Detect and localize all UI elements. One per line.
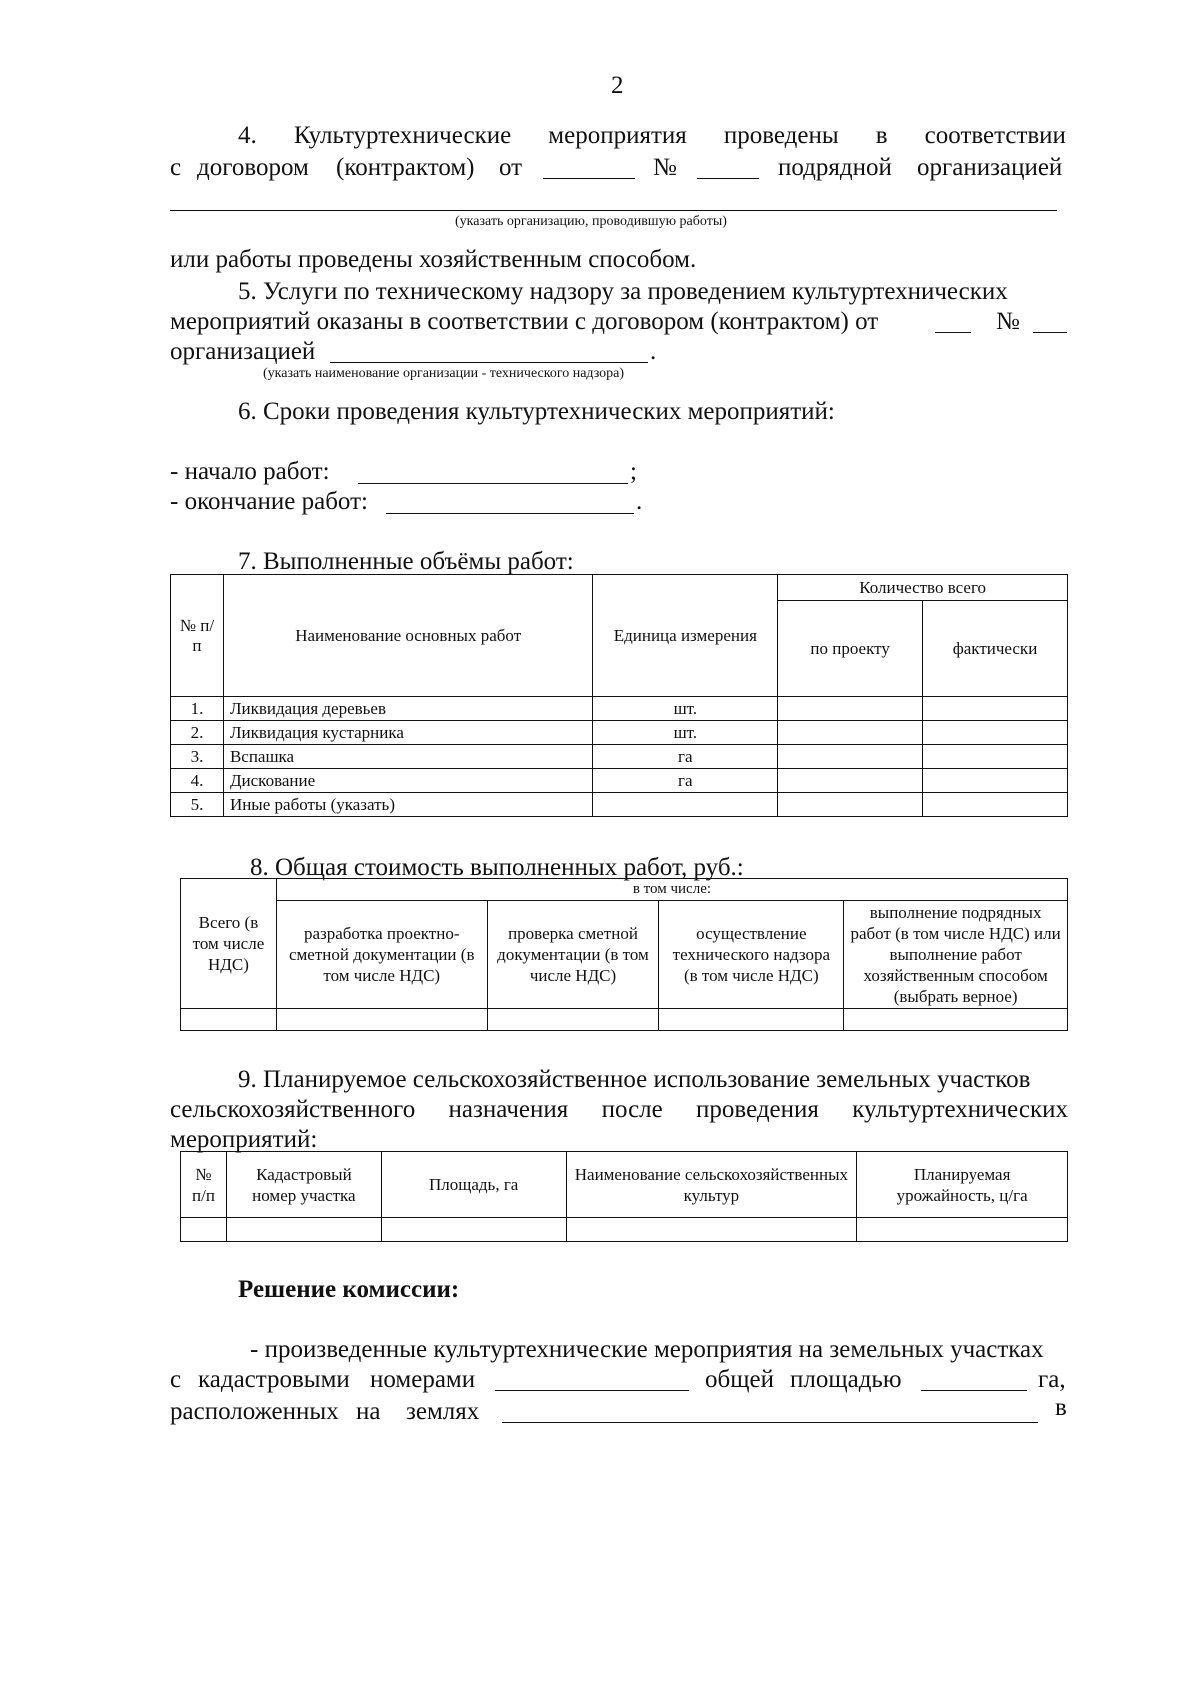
d2-area: площадью xyxy=(790,1366,902,1393)
row-unit: га xyxy=(593,745,778,769)
s5-caption: (указать наименование организации - технического надзора) xyxy=(263,366,625,381)
row-plan-cell[interactable] xyxy=(778,745,923,769)
word: мероприятия xyxy=(548,122,687,149)
header-crops: Наименование сельскохозяйственных культур xyxy=(566,1152,857,1218)
header-contract-works: выполнение подрядных работ (в том числе НДС) или выполнение работ хозяйственным способом (выбрать верное) xyxy=(844,901,1068,1009)
s5-line2: мероприятий оказаны в соответствии с договором (контрактом) от xyxy=(170,308,879,335)
s5-line1: 5. Услуги по техническому надзору за проведением культуртехнических xyxy=(238,278,1008,305)
cost-estimate-cell[interactable] xyxy=(487,1009,659,1031)
landuse-cadastral-cell[interactable] xyxy=(226,1218,381,1242)
header-plan: по проекту xyxy=(778,601,923,697)
total-area-blank xyxy=(921,1390,1027,1391)
header-total-cost: Всего (в том числе НДС) xyxy=(181,879,277,1009)
landuse-yield-cell[interactable] xyxy=(857,1218,1068,1242)
s4-caption: (указать организацию, проводившую работы) xyxy=(455,214,727,229)
s4-word-s: с xyxy=(170,154,182,181)
total-cost-table xyxy=(180,878,1068,1031)
contract-date-blank xyxy=(543,178,635,179)
word: проведены xyxy=(723,122,839,149)
s4-word-podryad: подрядной xyxy=(778,154,892,181)
supervision-date-blank xyxy=(935,332,971,333)
cost-total-cell[interactable] xyxy=(181,1009,277,1031)
d3-lands: землях xyxy=(406,1398,480,1425)
s7-title: 7. Выполненные объёмы работ: xyxy=(238,548,574,575)
header-unit: Единица измерения xyxy=(593,575,778,697)
section4-line1 xyxy=(238,120,1066,152)
row-fact-cell[interactable] xyxy=(923,769,1068,793)
start-date-blank xyxy=(358,483,628,484)
header-area: Площадь, га xyxy=(381,1152,566,1218)
s6-title: 6. Сроки проведения культуртехнических мероприятий: xyxy=(238,398,835,425)
d2-cadastral: кадастровыми xyxy=(198,1366,350,1393)
lands-category-blank xyxy=(502,1422,1038,1423)
end-label: - окончание работ: xyxy=(170,488,368,515)
row-no: 2. xyxy=(171,721,224,745)
s4-line3: или работы проведены хозяйственным способом. xyxy=(170,246,697,273)
row-unit: шт. xyxy=(593,697,778,721)
row-no: 4. xyxy=(171,769,224,793)
s9-line1: 9. Планируемое сельскохозяйственное использование земельных участков xyxy=(238,1066,1031,1093)
header-fact: фактически xyxy=(923,601,1068,697)
cost-works-cell[interactable] xyxy=(844,1009,1068,1031)
s5-line3: организацией xyxy=(170,338,316,365)
decision-line1: - произведенные культуртехнические мероприятия на земельных участках xyxy=(250,1336,1044,1363)
d3-v: в xyxy=(1055,1394,1067,1421)
row-name: Ликвидация кустарника xyxy=(223,721,592,745)
header-yield: Планируемая урожайность, ц/га xyxy=(857,1152,1068,1218)
row-fact-cell[interactable] xyxy=(923,745,1068,769)
landuse-area-cell[interactable] xyxy=(381,1218,566,1242)
row-plan-cell[interactable] xyxy=(778,793,923,817)
row-plan-cell[interactable] xyxy=(778,769,923,793)
row-name: Иные работы (указать) xyxy=(223,793,592,817)
contractor-org-blank xyxy=(170,210,1057,211)
s4-no-sign: № xyxy=(653,154,677,181)
word: культуртехнических xyxy=(852,1096,1068,1123)
word: назначения xyxy=(448,1096,569,1123)
start-end: ; xyxy=(630,458,637,485)
header-no: № п/п xyxy=(171,575,224,697)
word: соответствии xyxy=(924,122,1066,149)
page-number: 2 xyxy=(611,72,624,99)
decision-title: Решение комиссии: xyxy=(238,1276,460,1303)
header-estimate-check: проверка сметной документации (в том числе НДС) xyxy=(487,901,659,1009)
row-name: Дискование xyxy=(223,769,592,793)
row-unit: шт. xyxy=(593,721,778,745)
row-no: 1. xyxy=(171,697,224,721)
s9-line2 xyxy=(170,1094,1068,1126)
start-label: - начало работ: xyxy=(170,458,330,485)
d2-s: с xyxy=(170,1366,182,1393)
s8-title: 8. Общая стоимость выполненных работ, руб.: xyxy=(250,854,744,881)
d3-located: расположенных xyxy=(170,1398,339,1425)
end-date-blank xyxy=(386,513,634,514)
header-total: Количество всего xyxy=(778,575,1068,601)
d3-on: на xyxy=(356,1398,381,1425)
row-fact-cell[interactable] xyxy=(923,793,1068,817)
row-no: 5. xyxy=(171,793,224,817)
end-end: . xyxy=(636,488,643,515)
d2-total: общей xyxy=(705,1366,774,1393)
cost-supervision-cell[interactable] xyxy=(659,1009,844,1031)
word: Культуртехнические xyxy=(293,122,512,149)
header-including: в том числе: xyxy=(276,879,1067,901)
d2-ha: га, xyxy=(1038,1366,1066,1393)
header-design-docs: разработка проектно-сметной документации (в том числе НДС) xyxy=(276,901,487,1009)
landuse-no-cell[interactable] xyxy=(181,1218,227,1242)
row-unit: га xyxy=(593,769,778,793)
row-no: 3. xyxy=(171,745,224,769)
row-plan-cell[interactable] xyxy=(778,721,923,745)
s4-word-kontrakt: (контрактом) xyxy=(336,154,475,181)
contract-number-blank xyxy=(697,178,759,179)
s4-word-ot: от xyxy=(499,154,523,181)
word: после xyxy=(601,1096,663,1123)
row-fact-cell[interactable] xyxy=(923,721,1068,745)
supervision-org-blank xyxy=(330,362,648,363)
row-fact-cell[interactable] xyxy=(923,697,1068,721)
cadastral-numbers-blank xyxy=(495,1390,689,1391)
row-unit xyxy=(593,793,778,817)
word: проведения xyxy=(696,1096,819,1123)
landuse-crops-cell[interactable] xyxy=(566,1218,857,1242)
work-volumes-table xyxy=(170,574,1068,817)
row-plan-cell[interactable] xyxy=(778,697,923,721)
header-cadastral: Кадастровый номер участка xyxy=(226,1152,381,1218)
cost-design-cell[interactable] xyxy=(276,1009,487,1031)
header-name: Наименование основных работ xyxy=(223,575,592,697)
s4-word-dogovor: договором xyxy=(197,154,309,181)
word: в xyxy=(875,122,888,149)
header-tech-supervision: осуществление технического надзора (в том числе НДС) xyxy=(659,901,844,1009)
s5-line3-end: . xyxy=(650,338,657,365)
word: сельскохозяйственного xyxy=(170,1096,416,1123)
supervision-number-blank xyxy=(1033,332,1067,333)
d2-numbers: номерами xyxy=(370,1366,476,1393)
row-name: Вспашка xyxy=(223,745,592,769)
row-name: Ликвидация деревьев xyxy=(223,697,592,721)
word: 4. xyxy=(238,122,257,149)
s9-line3: мероприятий: xyxy=(170,1126,318,1153)
s4-word-org: организацией xyxy=(917,154,1063,181)
header-no: № п/п xyxy=(181,1152,227,1218)
s5-no-sign: № xyxy=(996,308,1020,335)
land-use-table xyxy=(180,1151,1068,1242)
